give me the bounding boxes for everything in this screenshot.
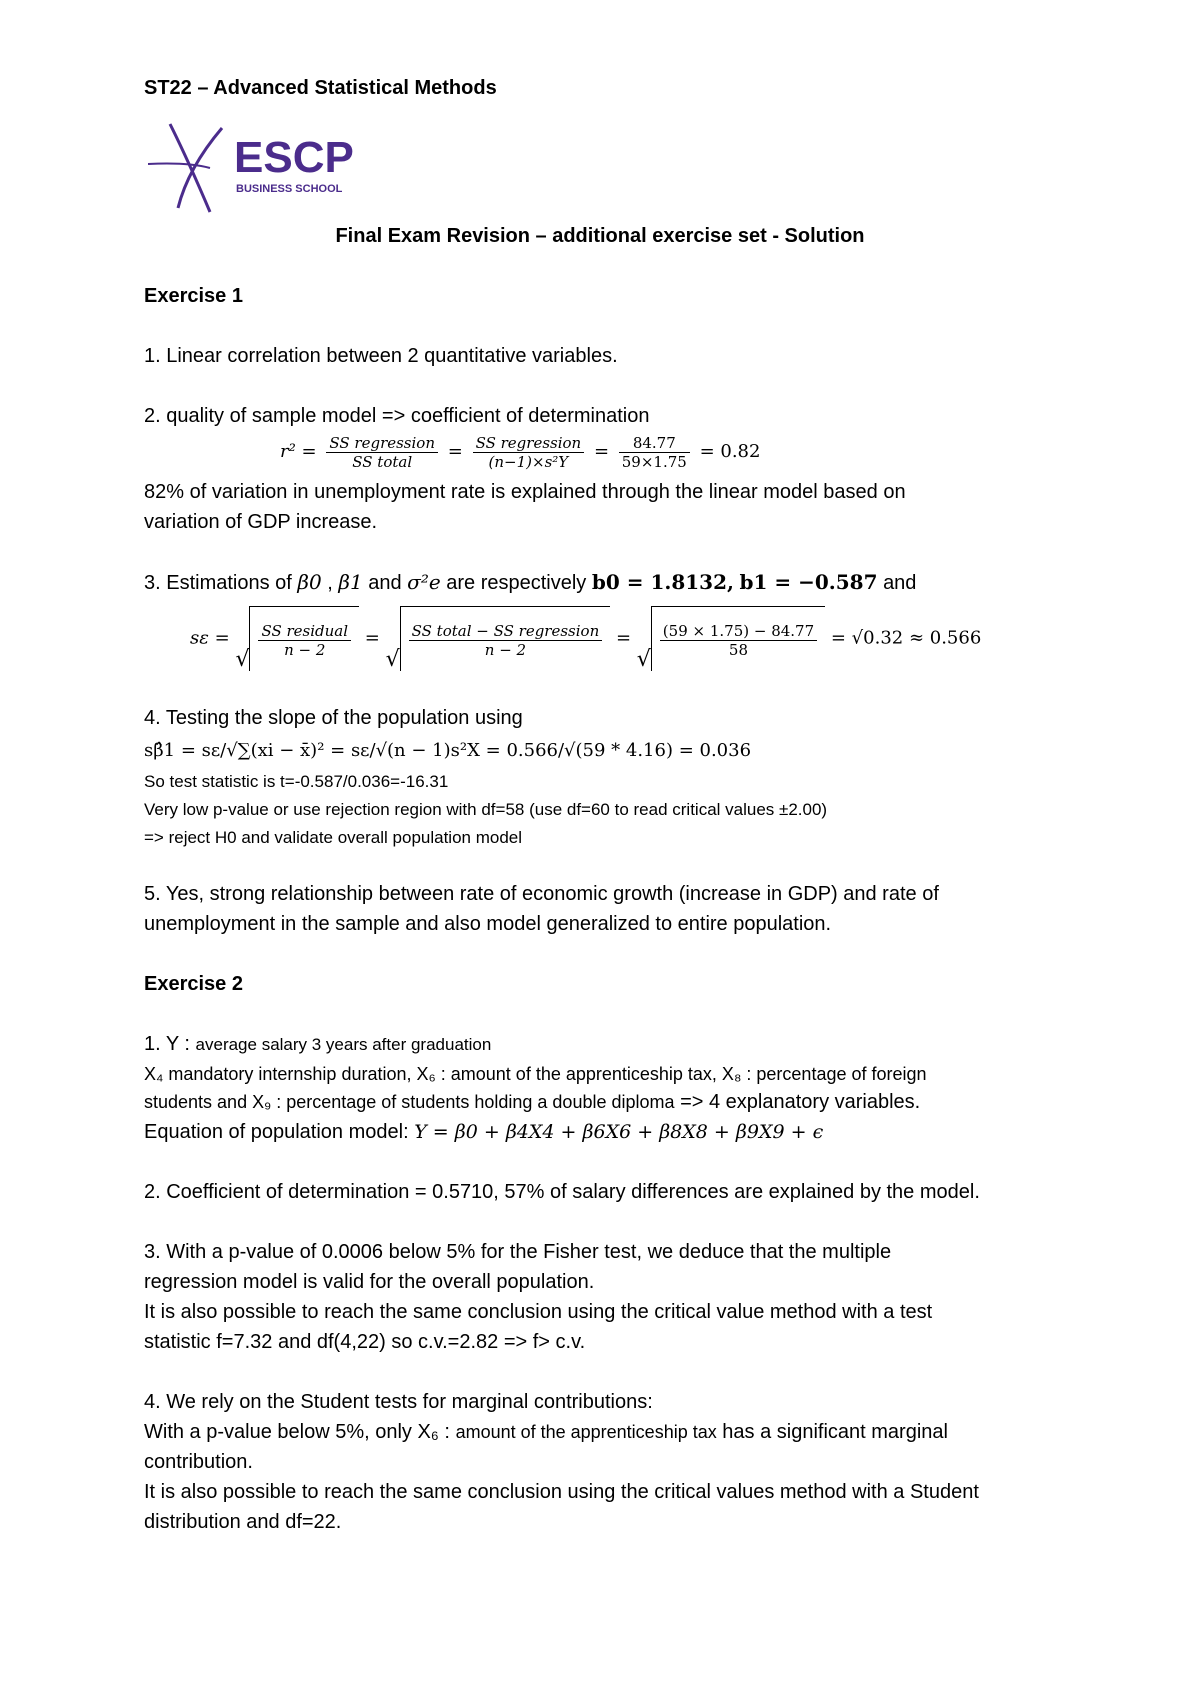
- ex1-q4-intro: 4. Testing the slope of the population using: [144, 707, 523, 729]
- ex2-q4-line-2: With a p-value below 5%, only X₆ : amount of the apprenticeship tax has a significant marginal: [144, 1421, 948, 1443]
- ex2-q1-line-3: students and X₉ : percentage of students holding a double diploma => 4 explanatory variables.: [144, 1091, 921, 1113]
- ex1-q5-line-1: 5. Yes, strong relationship between rate of economic growth (increase in GDP) and rate of: [144, 883, 939, 905]
- ex2-q4-line-3: contribution.: [144, 1451, 253, 1473]
- ex2-q1-line-2: X₄ mandatory internship duration, X₆ : amount of the apprenticeship tax, X₈ : percentage of foreign: [144, 1064, 927, 1084]
- ex2-q4-line-1: 4. We rely on the Student tests for marginal contributions:: [144, 1391, 653, 1413]
- ex2-q3-line-3: It is also possible to reach the same conclusion using the critical value method with a test: [144, 1301, 933, 1323]
- ex2-q2: 2. Coefficient of determination = 0.5710, 57% of salary differences are explained by the model.: [144, 1181, 980, 1203]
- ex1-q3-line: 3. Estimations of β0 , β1 and σ²e are respectively b0 = 1.8132, b1 = −0.587 and: [144, 570, 917, 594]
- r-squared-equation: r² = $\frac{\text{SS regression}}{\text{SS total}}$ = $\frac{\text{SS regression}}{\text{(n−1)×s²Y}}$ = $\frac{84.77}{59\times 1.75}$ = 0.82: [280, 433, 761, 471]
- population-model-equation: Y = β0 + β4X4 + β6X6 + β8X8 + β9X9 + ϵ: [414, 1121, 824, 1143]
- ex1-q2-intro: 2. quality of sample model => coefficient of determination: [144, 405, 650, 427]
- ex2-q3-line-1: 3. With a p-value of 0.0006 below 5% for the Fisher test, we deduce that the multiple: [144, 1241, 892, 1263]
- ex2-q3-line-4: statistic f=7.32 and df(4,22) so c.v.=2.82 => f> c.v.: [144, 1331, 586, 1353]
- ex1-q2-explanation-2: variation of GDP increase.: [144, 511, 378, 533]
- ex1-q4-test-statistic: So test statistic is t=-0.587/0.036=-16.31: [144, 772, 449, 791]
- document-title: Final Exam Revision – additional exercise set - Solution: [335, 225, 865, 247]
- ex1-q4-conclusion: => reject H0 and validate overall population model: [144, 828, 523, 847]
- logo-text: ESCP: [234, 133, 354, 182]
- ex2-q1-line-1: 1. Y : average salary 3 years after graduation: [144, 1033, 492, 1055]
- ex1-q5-line-2: unemployment in the sample and also model generalized to entire population.: [144, 913, 832, 935]
- ex2-q1-line-4: Equation of population model: Y = β0 + β4X4 + β6X6 + β8X8 + β9X9 + ϵ: [144, 1121, 824, 1143]
- escp-logo-icon: [148, 120, 368, 220]
- exercise-2-heading: Exercise 2: [144, 973, 243, 995]
- ex2-q4-line-5: distribution and df=22.: [144, 1511, 342, 1533]
- course-title: ST22 – Advanced Statistical Methods: [144, 77, 497, 99]
- ex2-q3-line-2: regression model is valid for the overall population.: [144, 1271, 595, 1293]
- slope-se-equation: sβ̂1 = sε/√∑(xi − x̄)² = sε/√(n − 1)s²X = 0.566/√(59 * 4.16) = 0.036: [144, 740, 752, 761]
- ex2-q4-line-4: It is also possible to reach the same conclusion using the critical values method with a Student: [144, 1481, 979, 1503]
- s-epsilon-equation: sε = √ $\frac{\text{SS residual}}{n - 2}$ = √ $\frac{\text{SS total − SS regression}}{n - 2}$ = √ $\frac{(59 \times 1.75) - 84.77}{58}$ = √0.32 ≈ 0.566: [190, 606, 981, 671]
- logo-subtitle: BUSINESS SCHOOL: [236, 183, 343, 195]
- ex1-q4-p-value: Very low p-value or use rejection region with df=58 (use df=60 to read critical values ±2.00): [144, 800, 828, 819]
- ex1-q1: 1. Linear correlation between 2 quantitative variables.: [144, 345, 618, 367]
- ex1-q2-explanation-1: 82% of variation in unemployment rate is explained through the linear model based on: [144, 481, 906, 503]
- exercise-1-heading: Exercise 1: [144, 285, 243, 307]
- escp-logo: [148, 120, 368, 220]
